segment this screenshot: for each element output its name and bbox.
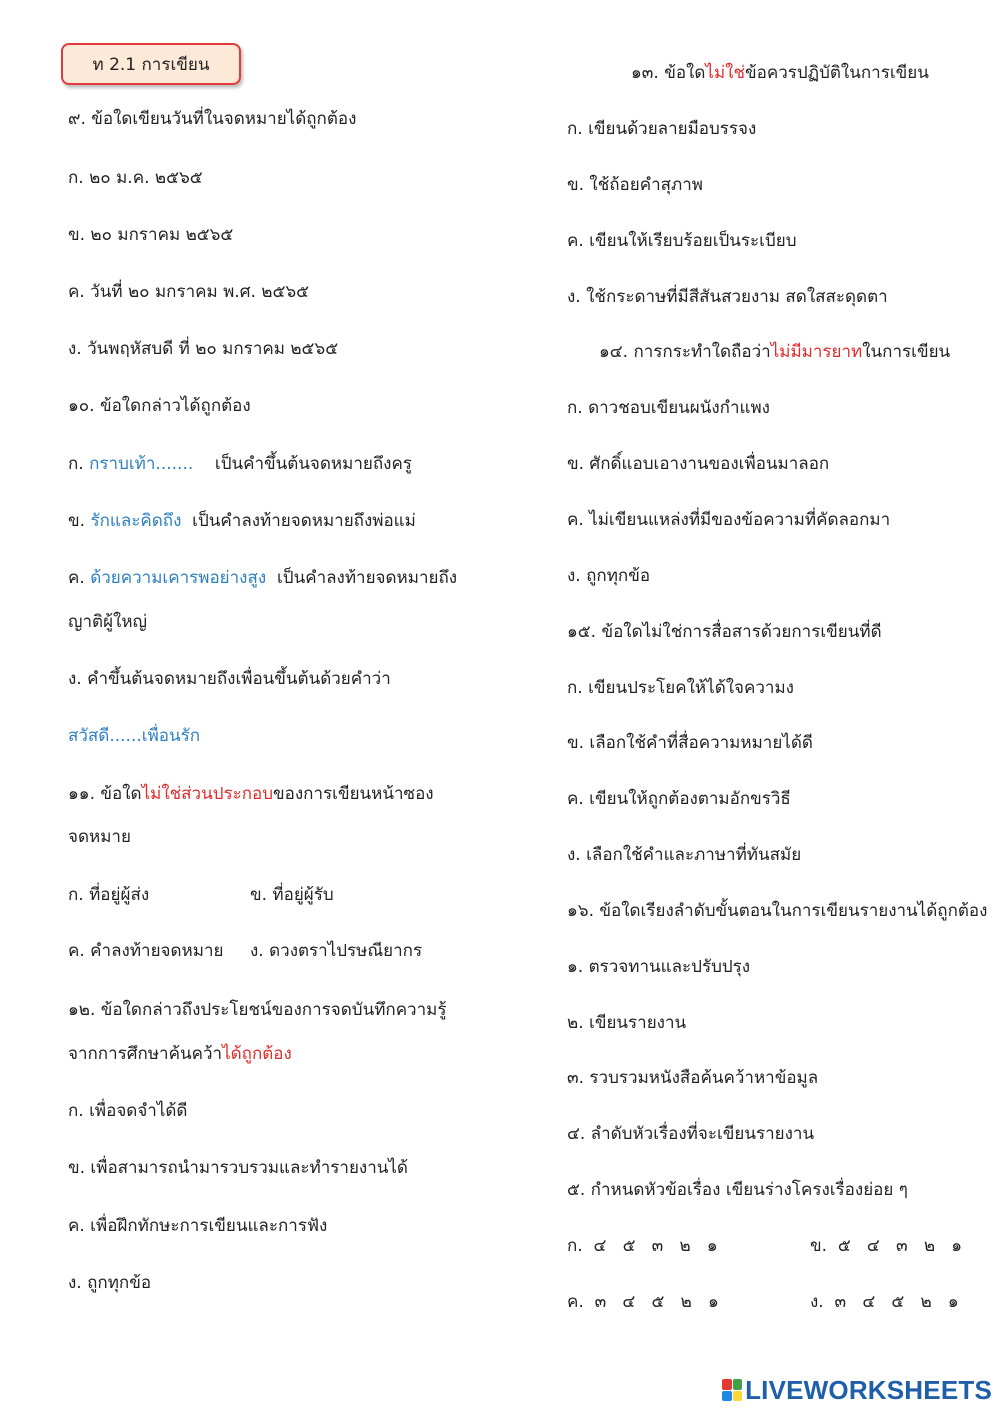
q13-option-c[interactable]: ค. เขียนให้เรียบร้อยเป็นระเบียบ [567, 231, 797, 251]
q16-step-4: ๔. ลำดับหัวเรื่องที่จะเขียนรายงาน [567, 1124, 815, 1144]
q10-c-prefix: ค. [68, 568, 91, 588]
liveworksheets-logo[interactable] [722, 1373, 992, 1407]
q12-option-d[interactable]: ง. ถูกทุกข้อ [68, 1273, 152, 1293]
q15-question: ๑๕. ข้อใดไม่ใช่การสื่อสารด้วยการเขียนที่ดี [567, 622, 882, 642]
q11-row-ab [68, 883, 334, 907]
q13-question [631, 61, 929, 85]
q10-b-highlight: รักและคิดถึง [90, 511, 182, 531]
q16-row-ab [567, 1234, 963, 1258]
q12-option-a[interactable]: ก. เพื่อจดจำได้ดี [68, 1101, 188, 1121]
q11-question-line2: จดหมาย [68, 827, 131, 847]
q14-option-c[interactable]: ค. ไม่เขียนแหล่งที่มีของข้อความที่คัดลอกมา [567, 510, 891, 530]
q10-option-b[interactable] [68, 509, 416, 533]
q14-highlight: ไม่มีมารยาท [770, 342, 863, 362]
q14-option-b[interactable]: ข. ศักดิ์แอบเอางานของเพื่อนมาลอก [567, 454, 830, 474]
q15-option-c[interactable]: ค. เขียนให้ถูกต้องตามอักขรวิธี [567, 789, 791, 809]
q10-c-text: เป็นคำลงท้ายจดหมายถึง [266, 568, 458, 588]
section-tag [61, 43, 241, 85]
q9-option-d[interactable]: ง. วันพฤหัสบดี ที่ ๒๐ มกราคม ๒๕๖๕ [68, 339, 339, 359]
q10-a-prefix: ก. [68, 454, 90, 474]
q16-step-2: ๒. เขียนรายงาน [567, 1013, 687, 1033]
q16-option-b[interactable]: ข. ๕ ๔ ๓ ๒ ๑ [810, 1236, 963, 1256]
q10-question: ๑๐. ข้อใดกล่าวได้ถูกต้อง [68, 396, 251, 416]
q13-option-b[interactable]: ข. ใช้ถ้อยคำสุภาพ [567, 175, 703, 195]
q11-highlight: ไม่ใช่ส่วนประกอบ [141, 784, 274, 804]
q15-option-b[interactable]: ข. เลือกใช้คำที่สื่อความหมายได้ดี [567, 733, 813, 753]
q13-highlight: ไม่ใช่ [705, 63, 746, 83]
q10-option-c[interactable] [68, 566, 457, 590]
q10-option-c-line2: ญาติผู้ใหญ่ [68, 612, 148, 632]
q11-text: ของการเขียนหน้าซอง [273, 784, 434, 804]
q16-step-3: ๓. รวบรวมหนังสือค้นคว้าหาข้อมูล [567, 1068, 819, 1088]
q16-option-c[interactable]: ค. ๓ ๔ ๕ ๒ ๑ [567, 1292, 719, 1312]
q15-option-a[interactable]: ก. เขียนประโยคให้ได้ใจความง [567, 678, 794, 698]
q9-question: ๙. ข้อใดเขียนวันที่ในจดหมายได้ถูกต้อง [68, 109, 357, 129]
q12-option-c[interactable]: ค. เพื่อฝึกทักษะการเขียนและการฟัง [68, 1216, 328, 1236]
q10-b-prefix: ข. [68, 511, 91, 531]
logo-text: LIVEWORKSHEETS [745, 1374, 992, 1405]
q11-option-c[interactable]: ค. คำลงท้ายจดหมาย [68, 941, 224, 961]
q13-option-d[interactable]: ง. ใช้กระดาษที่มีสีสันสวยงาม สดใสสะดุดตา [567, 287, 888, 307]
q14-question [599, 340, 950, 364]
q13-text: ข้อควรปฏิบัติในการเขียน [745, 63, 929, 83]
q15-option-d[interactable]: ง. เลือกใช้คำและภาษาที่ทันสมัย [567, 845, 802, 865]
q11-option-d[interactable]: ง. ดวงตราไปรษณียากร [250, 941, 423, 961]
q16-question: ๑๖. ข้อใดเรียงลำดับขั้นตอนในการเขียนรายงานได้ถูกต้อง [567, 901, 988, 921]
q9-option-a[interactable]: ก. ๒๐ ม.ค. ๒๕๖๕ [68, 168, 203, 188]
q9-option-b[interactable]: ข. ๒๐ มกราคม ๒๕๖๕ [68, 225, 234, 245]
q16-step-5: ๕. กำหนดหัวข้อเรื่อง เขียนร่างโครงเรื่องย่อย ๆ [567, 1180, 908, 1200]
q12-prefix: จากการศึกษาค้นคว้า [68, 1044, 223, 1064]
q11-row-cd [68, 939, 423, 963]
q12-option-b[interactable]: ข. เพื่อสามารถนำมารวบรวมและทำรายงานได้ [68, 1158, 408, 1178]
q12-question: ๑๒. ข้อใดกล่าวถึงประโยชน์ของการจดบันทึกความรู้ [68, 1000, 447, 1020]
q9-option-c[interactable]: ค. วันที่ ๒๐ มกราคม พ.ศ. ๒๕๖๕ [68, 282, 310, 302]
logo-mark-icon [722, 1379, 742, 1401]
q14-option-d[interactable]: ง. ถูกทุกข้อ [567, 566, 651, 586]
q10-a-highlight: กราบเท้า....... [89, 454, 194, 474]
q14-text: ในการเขียน [862, 342, 951, 362]
q16-option-d[interactable]: ง. ๓ ๔ ๕ ๒ ๑ [810, 1292, 959, 1312]
q14-option-a[interactable]: ก. ดาวชอบเขียนผนังกำแพง [567, 398, 770, 418]
q10-option-d-highlight: สวัสดี......เพื่อนรัก [68, 726, 201, 746]
q11-option-b[interactable]: ข. ที่อยู่ผู้รับ [250, 885, 334, 905]
q10-option-d[interactable]: ง. คำขึ้นต้นจดหมายถึงเพื่อนขึ้นต้นด้วยคำว่า [68, 669, 391, 689]
q10-a-text: เป็นคำขึ้นต้นจดหมายถึงครู [193, 454, 412, 474]
q16-step-1: ๑. ตรวจทานและปรับปรุง [567, 957, 751, 977]
q12-question-line2 [68, 1042, 292, 1066]
q11-prefix: ๑๑. ข้อใด [68, 784, 142, 804]
q10-b-text: เป็นคำลงท้ายจดหมายถึงพ่อแม่ [181, 511, 416, 531]
q13-option-a[interactable]: ก. เขียนด้วยลายมือบรรจง [567, 119, 757, 139]
section-tag-label: ท 2.1 การเขียน [92, 54, 210, 75]
q16-option-a[interactable]: ก. ๔ ๕ ๓ ๒ ๑ [567, 1236, 718, 1256]
q13-prefix: ๑๓. ข้อใด [631, 63, 706, 83]
q16-row-cd [567, 1290, 959, 1314]
q10-option-a[interactable] [68, 452, 412, 476]
q12-highlight: ได้ถูกต้อง [222, 1044, 292, 1064]
q10-c-highlight: ด้วยความเคารพอย่างสูง [90, 568, 267, 588]
q11-option-a[interactable]: ก. ที่อยู่ผู้ส่ง [68, 885, 150, 905]
q14-prefix: ๑๔. การกระทำใดถือว่า [599, 342, 771, 362]
q11-question [68, 782, 434, 806]
